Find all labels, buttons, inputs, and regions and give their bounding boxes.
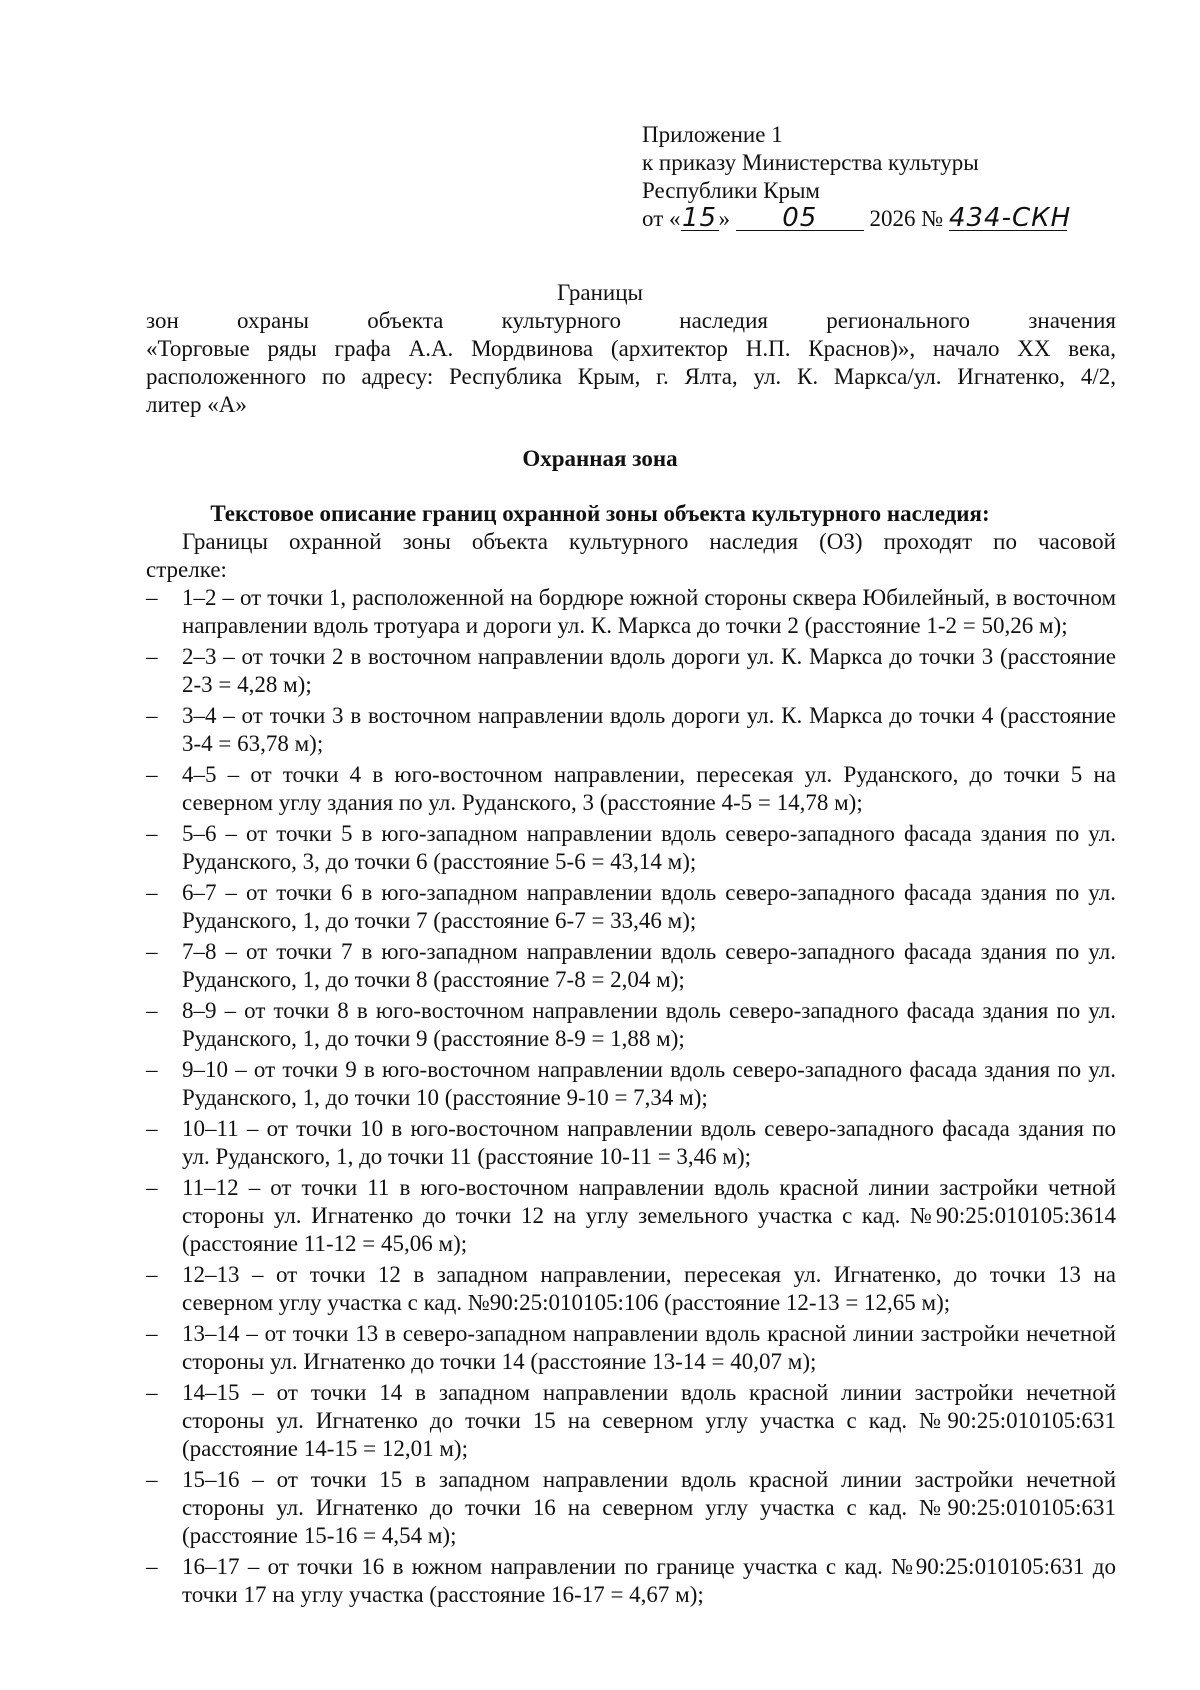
segment-text: 10–11 – от точки 10 в юго-восточном направлении вдоль северо-западного фасада здания по ул. Руданского, 1, до точки 11 (расстояние 10-11 = 3,46 м); xyxy=(182,1116,1116,1169)
zone-heading: Охранная зона xyxy=(522,446,678,471)
segment-text: 3–4 – от точки 3 в восточном направлении вдоль дороги ул. К. Маркса до точки 4 (расстояние 3-4 = 63,78 м); xyxy=(182,703,1116,756)
boundary-segment-item xyxy=(146,761,1116,817)
subtitle-line: «Торговые ряды графа А.А. Мордвинова (архитектор Н.П. Краснов)», начало XX века, xyxy=(146,336,1116,361)
order-reference: к приказу Министерства культуры xyxy=(642,150,979,175)
description-heading: Текстовое описание границ охранной зоны объекта культурного наследия: xyxy=(210,501,990,526)
boundary-segment-item xyxy=(146,1379,1116,1463)
list-bullet: – xyxy=(146,998,158,1023)
segment-text: 7–8 – от точки 7 в юго-западном направлении вдоль северо-западного фасада здания по ул. Руданского, 1, до точки 8 (расстояние 7-8 = 2,04 м); xyxy=(182,939,1116,992)
list-bullet: – xyxy=(146,1175,158,1200)
document-title: Границы xyxy=(557,280,643,305)
list-bullet: – xyxy=(146,762,158,787)
order-number-handwritten: 434-СКН xyxy=(948,203,1072,233)
segment-text: 12–13 – от точки 12 в западном направлении, пересекая ул. Игнатенко, до точки 13 на северном углу участка с кад. №90:25:010105:106 (расстояние 12-13 = 12,65 м); xyxy=(182,1262,1116,1315)
segment-text: 8–9 – от точки 8 в юго-восточном направлении вдоль северо-западного фасада здания по ул. Руданского, 1, до точки 9 (расстояние 8-9 = 1,88 м); xyxy=(182,998,1116,1051)
subtitle-line: расположенного по адресу: Республика Крым, г. Ялта, ул. К. Маркса/ул. Игнатенко, 4/2, xyxy=(146,364,1116,389)
boundary-segment-item xyxy=(146,1466,1116,1550)
list-bullet: – xyxy=(146,939,158,964)
document-subtitle xyxy=(146,307,1116,419)
list-bullet: – xyxy=(146,1554,158,1579)
date-day-handwritten: 15 xyxy=(681,203,718,233)
segment-text: 11–12 – от точки 11 в юго-восточном направлении вдоль красной линии застройки четной стороны ул. Игнатенко до точки 12 на углу земельного участка с кад. №90:25:010105:3614 (расстояние 11-12 = 45,06 м); xyxy=(182,1175,1116,1256)
list-bullet: – xyxy=(146,644,158,669)
list-bullet: – xyxy=(146,585,158,610)
republic-name: Республики Крым xyxy=(642,178,820,203)
segment-text: 14–15 – от точки 14 в западном направлении вдоль красной линии застройки нечетной стороны ул. Игнатенко до точки 15 на северном углу участка с кад. №90:25:010105:631 (расстояние 14-15 = 12,01 м); xyxy=(182,1380,1116,1461)
list-bullet: – xyxy=(146,1467,158,1492)
boundary-segment-item xyxy=(146,1320,1116,1376)
list-bullet: – xyxy=(146,821,158,846)
boundary-segment-item xyxy=(146,702,1116,758)
boundary-segment-item xyxy=(146,879,1116,935)
segment-text: 6–7 – от точки 6 в юго-западном направлении вдоль северо-западного фасада здания по ул. Руданского, 1, до точки 7 (расстояние 6-7 = 33,46 м); xyxy=(182,880,1116,933)
subtitle-line: зон охраны объекта культурного наследия регионального значения xyxy=(146,308,1116,333)
list-bullet: – xyxy=(146,1262,158,1287)
list-bullet: – xyxy=(146,1321,158,1346)
boundary-segment-item xyxy=(146,1115,1116,1171)
boundary-segment-item xyxy=(146,1056,1116,1112)
segment-text: 2–3 – от точки 2 в восточном направлении вдоль дороги ул. К. Маркса до точки 3 (расстояние 2-3 = 4,28 м); xyxy=(182,644,1116,697)
boundary-segment-item xyxy=(146,1261,1116,1317)
appendix-header xyxy=(642,121,1102,233)
order-date-line xyxy=(642,205,1102,233)
segment-text: 1–2 – от точки 1, расположенной на бордюре южной стороны сквера Юбилейный, в восточном направлении вдоль тротуара и дороги ул. К. Маркса до точки 2 (расстояние 1-2 = 50,26 м); xyxy=(182,585,1116,638)
boundary-segment-item xyxy=(146,938,1116,994)
list-bullet: – xyxy=(146,880,158,905)
date-mid: » xyxy=(718,206,730,231)
intro-line: стрелке: xyxy=(146,557,227,582)
list-bullet: – xyxy=(146,1057,158,1082)
date-month-handwritten: 05 xyxy=(736,206,864,231)
list-bullet: – xyxy=(146,1380,158,1405)
subtitle-line: литер «А» xyxy=(146,392,247,417)
segment-text: 15–16 – от точки 15 в западном направлении вдоль красной линии застройки нечетной стороны ул. Игнатенко до точки 16 на северном углу участка с кад. №90:25:010105:631 (расстояние 15-16 = 4,54 м); xyxy=(182,1467,1116,1548)
list-bullet: – xyxy=(146,1116,158,1141)
boundary-segment-item xyxy=(146,997,1116,1053)
boundary-segment-list xyxy=(146,584,1116,1612)
boundary-segment-item xyxy=(146,820,1116,876)
boundary-segment-item xyxy=(146,1174,1116,1258)
boundary-segment-item xyxy=(146,584,1116,640)
appendix-label: Приложение 1 xyxy=(642,122,783,147)
segment-text: 16–17 – от точки 16 в южном направлении по границе участка с кад. №90:25:010105:631 до точки 17 на углу участка (расстояние 16-17 = 4,67 м); xyxy=(182,1554,1116,1607)
segment-text: 9–10 – от точки 9 в юго-восточном направлении вдоль северо-западного фасада здания по ул. Руданского, 1, до точки 10 (расстояние 9-10 = 7,34 м); xyxy=(182,1057,1116,1110)
list-bullet: – xyxy=(146,703,158,728)
segment-text: 4–5 – от точки 4 в юго-восточном направлении, пересекая ул. Руданского, до точки 5 на северном углу здания по ул. Руданского, 3 (расстояние 4-5 = 14,78 м); xyxy=(182,762,1116,815)
intro-line: Границы охранной зоны объекта культурного наследия (ОЗ) проходят по часовой xyxy=(182,529,1116,554)
boundary-segment-item xyxy=(146,643,1116,699)
date-prefix: от « xyxy=(642,206,681,231)
boundary-segment-item xyxy=(146,1553,1116,1609)
segment-text: 13–14 – от точки 13 в северо-западном направлении вдоль красной линии застройки нечетной стороны ул. Игнатенко до точки 14 (расстояние 13-14 = 40,07 м); xyxy=(182,1321,1116,1374)
date-year: 2026 № xyxy=(869,206,944,231)
segment-text: 5–6 – от точки 5 в юго-западном направлении вдоль северо-западного фасада здания по ул. Руданского, 3, до точки 6 (расстояние 5-6 = 43,14 м); xyxy=(182,821,1116,874)
intro-paragraph xyxy=(146,528,1116,584)
